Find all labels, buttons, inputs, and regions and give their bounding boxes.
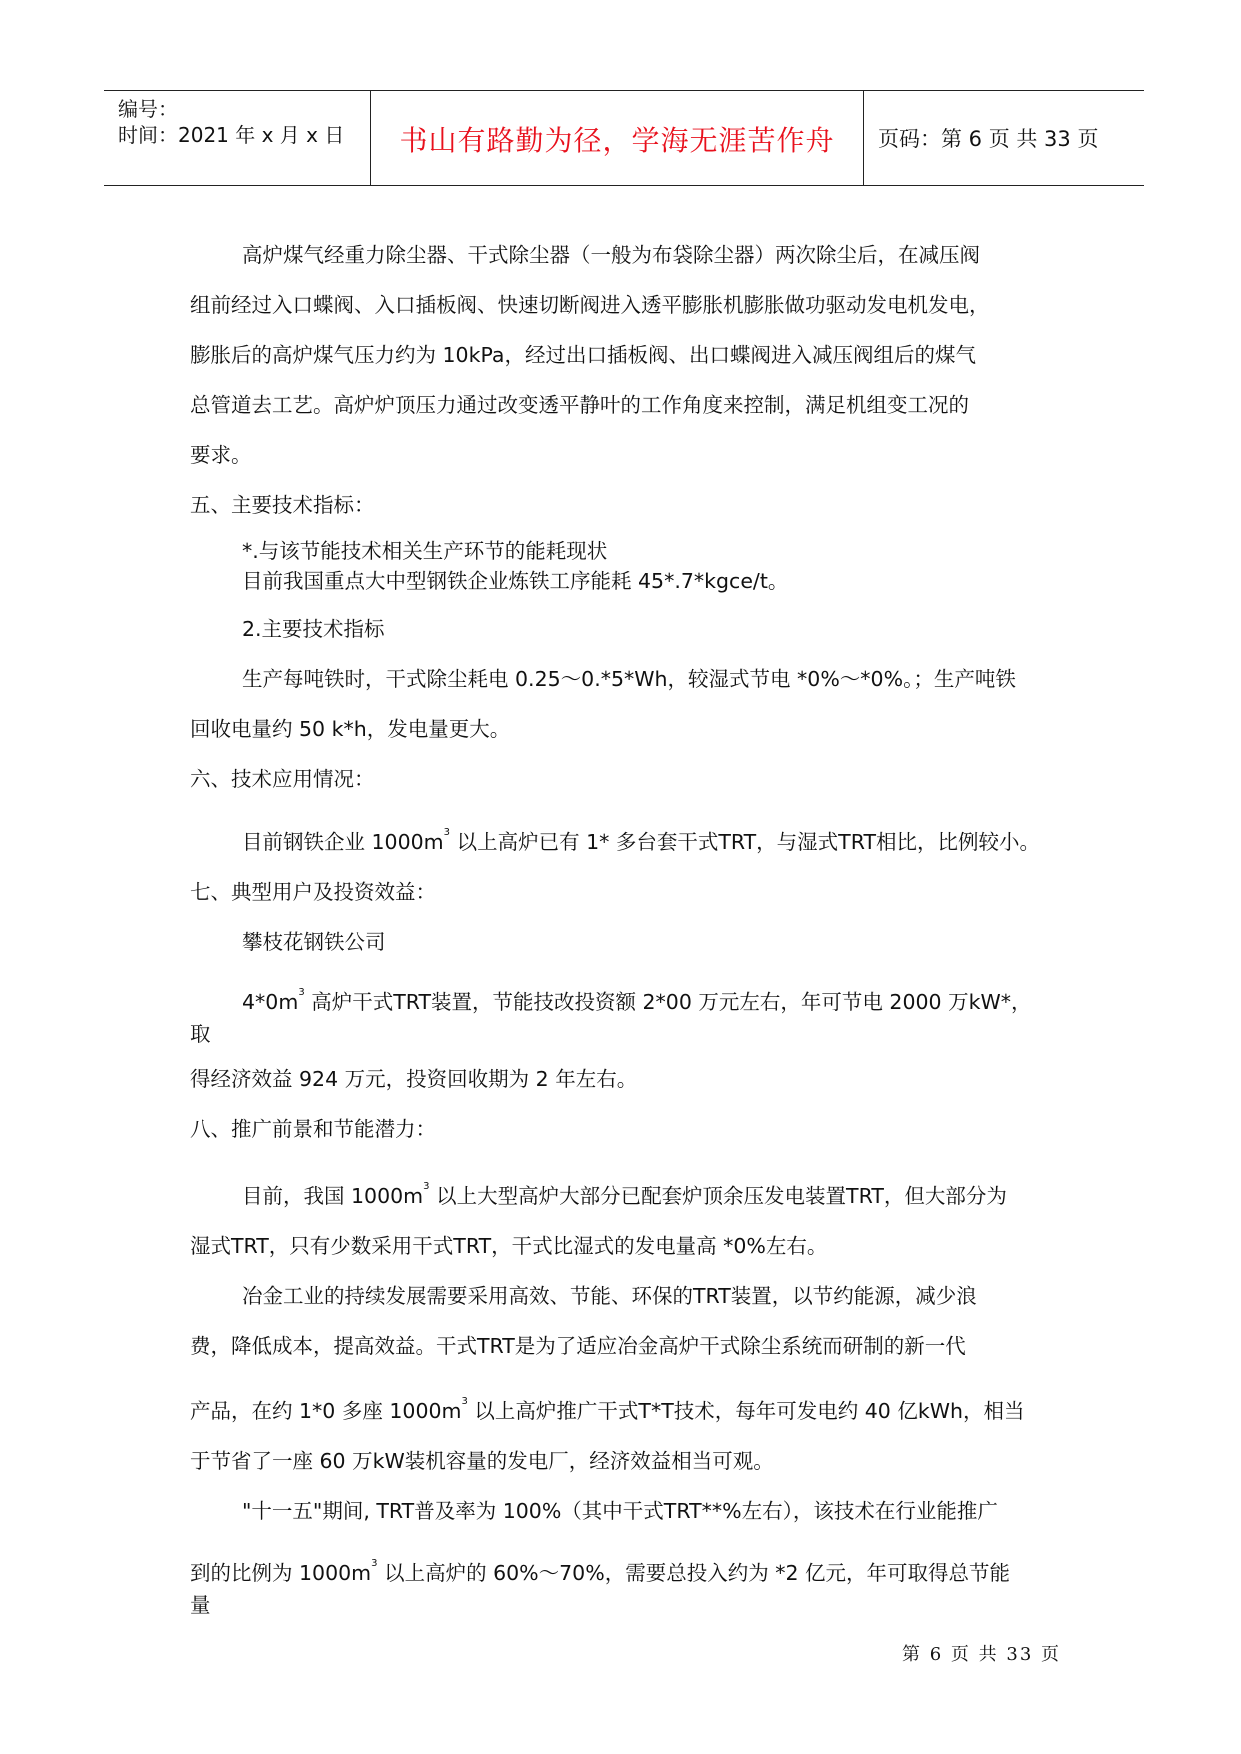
paragraph: 膨胀后的高炉煤气压力约为 10kPa，经过出口插板阀、出口蝶阀进入减压阀组后的煤气 xyxy=(190,343,976,367)
list-item: 2.主要技术指标 xyxy=(242,617,385,641)
text-run: 以上高炉推广干式T*T技术，每年可发电约 40 亿kWh，相当 xyxy=(467,1399,1025,1423)
text-run: 以上高炉的 60%～70%，需要总投入约为 *2 亿元，年可取得总节能 xyxy=(377,1561,1011,1585)
section-heading-7: 七、典型用户及投资效益： xyxy=(190,880,436,904)
page-header xyxy=(104,90,1144,186)
paragraph xyxy=(190,1377,1070,1436)
paragraph: 回收电量约 50 k*h，发电量更大。 xyxy=(190,717,511,741)
paragraph: "十一五"期间, TRT普及率为 100%（其中干式TRT**%左右），该技术在行业能推广 xyxy=(242,1499,998,1523)
paragraph: 量 xyxy=(190,1593,211,1617)
superscript: 3 xyxy=(423,1181,430,1192)
paragraph: 得经济效益 924 万元，投资回收期为 2 年左右。 xyxy=(190,1067,638,1091)
list-item: *.与该节能技术相关生产环节的能耗现状 xyxy=(242,539,608,563)
header-motto-cell xyxy=(371,91,864,185)
text-run: 以上高炉已有 1* 多台套干式TRT，与湿式TRT相比，比例较小。 xyxy=(450,830,1040,854)
document-body xyxy=(190,230,1070,1621)
list-item-text: 目前我国重点大中型钢铁企业炼铁工序能耗 45*.7*kgce/t。 xyxy=(242,569,789,593)
text-run: 高炉干式TRT装置，节能技改投资额 2*00 万元左右，年可节电 2000 万kW*， xyxy=(304,990,1032,1014)
text-run: 目前钢铁企业 1000m xyxy=(242,830,444,854)
page-footer: 第 6 页 共 33 页 xyxy=(902,1644,1061,1665)
number-label: 编号： xyxy=(118,97,178,121)
user-name: 攀枝花钢铁公司 xyxy=(242,930,386,954)
section-heading-5: 五、主要技术指标： xyxy=(190,493,375,517)
paragraph: 要求。 xyxy=(190,443,252,467)
text-run: 以上大型高炉大部分已配套炉顶余压发电装置TRT，但大部分为 xyxy=(429,1184,1007,1208)
superscript: 3 xyxy=(443,827,451,838)
superscript: 3 xyxy=(298,987,305,998)
superscript: 3 xyxy=(461,1396,468,1407)
paragraph xyxy=(190,1548,1070,1589)
section-heading-8: 八、推广前景和节能潜力： xyxy=(190,1117,436,1141)
text-run: 目前，我国 1000m xyxy=(242,1184,424,1208)
paragraph: 组前经过入口蝶阀、入口插板阀、快速切断阀进入透平膨胀机膨胀做功驱动发电机发电， xyxy=(190,293,990,317)
paragraph: 生产每吨铁时，干式除尘耗电 0.25～0.*5*Wh，较湿式节电 *0%～*0%。；生产吨铁 xyxy=(242,667,1016,691)
paragraph: 冶金工业的持续发展需要采用高效、节能、环保的TRT装置，以节约能源，减少浪 xyxy=(242,1284,977,1308)
section-heading-6: 六、技术应用情况： xyxy=(190,767,375,791)
text-run: 产品，在约 1*0 多座 1000m xyxy=(190,1399,462,1423)
header-right-cell xyxy=(864,91,1144,185)
paragraph: 湿式TRT，只有少数采用干式TRT，干式比湿式的发电量高 *0%左右。 xyxy=(190,1234,828,1258)
paragraph: 取 xyxy=(190,1022,211,1046)
paragraph xyxy=(190,1162,1070,1221)
header-left-cell xyxy=(104,91,371,185)
motto: 书山有路勤为径，学海无涯苦作舟 xyxy=(399,124,835,157)
paragraph: 费，降低成本，提高效益。干式TRT是为了适应冶金高炉干式除尘系统而研制的新一代 xyxy=(190,1334,966,1358)
paragraph: 总管道去工艺。高炉炉顶压力通过改变透平静叶的工作角度来控制，满足机组变工况的 xyxy=(190,393,969,417)
paragraph xyxy=(190,977,1070,1018)
paragraph xyxy=(190,808,1070,867)
paragraph: 高炉煤气经重力除尘器、干式除尘器（一般为布袋除尘器）两次除尘后，在减压阀 xyxy=(242,243,980,267)
text-run: 4*0m xyxy=(242,990,299,1014)
time-label: 时间：2021 年 x 月 x 日 xyxy=(118,123,345,147)
paragraph: 于节省了一座 60 万kW装机容量的发电厂，经济效益相当可观。 xyxy=(190,1449,774,1473)
superscript: 3 xyxy=(371,1558,378,1569)
text-run: 到的比例为 1000m xyxy=(190,1561,372,1585)
page-code: 页码：第 6 页 共 33 页 xyxy=(878,127,1099,151)
